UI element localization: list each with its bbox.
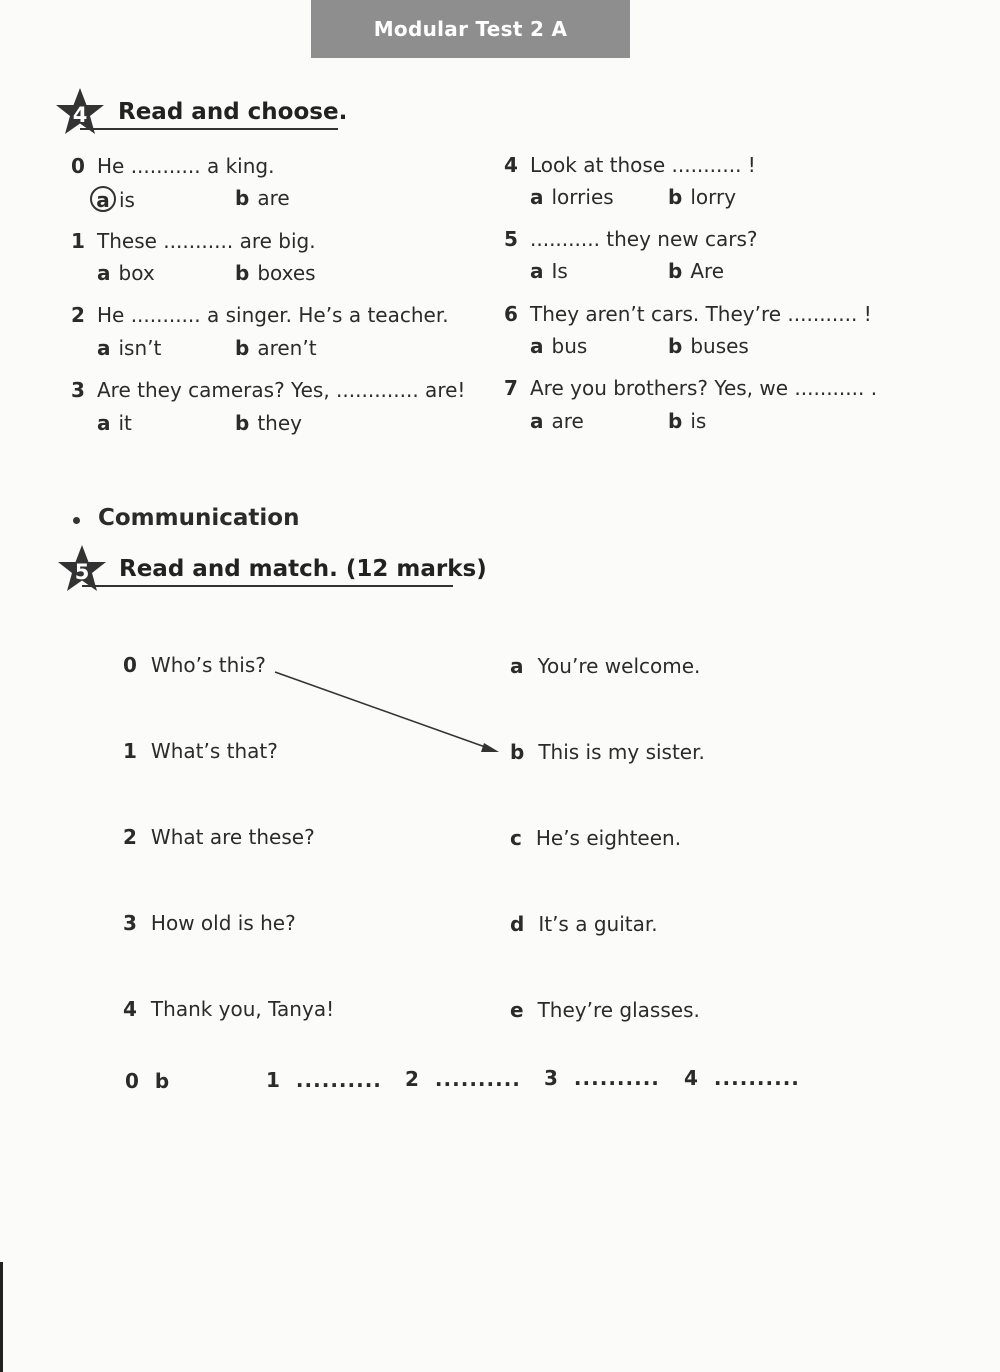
test-title: Modular Test 2 A xyxy=(373,17,568,41)
answer-4[interactable]: 4 .......... xyxy=(684,1066,800,1090)
match-answer-d[interactable]: d It’s a guitar. xyxy=(510,912,658,936)
section-4-underline xyxy=(80,128,338,130)
answer-1[interactable]: 1 .......... xyxy=(266,1068,382,1092)
question-0-option-a[interactable]: a is xyxy=(90,186,135,212)
answer-2[interactable]: 2 .......... xyxy=(405,1067,521,1091)
section-5-number: 5 xyxy=(74,559,90,584)
match-question-4: 4 Thank you, Tanya! xyxy=(123,997,335,1021)
question-4-option-a[interactable]: a lorries xyxy=(530,185,614,209)
section-4-star-badge xyxy=(53,86,107,140)
selected-answer-circle: a xyxy=(90,186,116,212)
question-3-option-a[interactable]: a it xyxy=(97,411,132,435)
question-6-option-a[interactable]: a bus xyxy=(530,334,588,358)
answer-3[interactable]: 3 .......... xyxy=(544,1066,660,1090)
question-4: 4 Look at those ........... ! xyxy=(504,153,756,177)
bullet-icon xyxy=(73,517,80,524)
match-question-0: 0 Who’s this? xyxy=(123,653,266,677)
match-question-2: 2 What are these? xyxy=(123,825,315,849)
question-1-option-a[interactable]: a box xyxy=(97,261,155,285)
question-6-option-b[interactable]: b buses xyxy=(668,334,749,358)
match-answer-a[interactable]: a You’re welcome. xyxy=(510,654,701,678)
question-5-option-b[interactable]: b Are xyxy=(668,259,725,283)
match-question-1: 1 What’s that? xyxy=(123,739,278,763)
question-2-option-a[interactable]: a isn’t xyxy=(97,336,162,360)
match-answer-c[interactable]: c He’s eighteen. xyxy=(510,826,682,850)
section-5-title: Read and match. (12 marks) xyxy=(119,556,487,582)
question-3: 3 Are they cameras? Yes, ............. are! xyxy=(71,378,466,402)
page-edge-mark xyxy=(0,1262,3,1372)
match-question-3: 3 How old is he? xyxy=(123,911,296,935)
section-5-star-badge xyxy=(55,543,109,597)
question-0: 0 He ........... a king. xyxy=(71,154,275,178)
question-6: 6 They aren’t cars. They’re ........... ! xyxy=(504,302,872,326)
example-match-arrow xyxy=(270,664,506,758)
question-5: 5 ........... they new cars? xyxy=(504,227,758,251)
communication-heading: Communication xyxy=(98,505,300,531)
question-4-option-b[interactable]: b lorry xyxy=(668,185,737,209)
question-1: 1 These ........... are big. xyxy=(71,229,316,253)
test-title-banner xyxy=(311,0,630,58)
question-2: 2 He ........... a singer. He’s a teacher. xyxy=(71,303,449,327)
question-3-option-b[interactable]: b they xyxy=(235,411,302,435)
section-5-underline xyxy=(82,585,453,587)
section-4-title: Read and choose. xyxy=(118,99,348,125)
question-1-option-b[interactable]: b boxes xyxy=(235,261,316,285)
match-answer-e[interactable]: e They’re glasses. xyxy=(510,998,700,1022)
question-2-option-b[interactable]: b aren’t xyxy=(235,336,317,360)
question-7: 7 Are you brothers? Yes, we ........... . xyxy=(504,376,878,400)
match-answer-b[interactable]: b This is my sister. xyxy=(510,740,705,764)
question-5-option-a[interactable]: a Is xyxy=(530,259,568,283)
section-4-number: 4 xyxy=(72,102,88,127)
question-7-option-a[interactable]: a are xyxy=(530,409,584,433)
answer-0: 0 b xyxy=(125,1069,170,1093)
question-7-option-b[interactable]: b is xyxy=(668,409,707,433)
question-0-option-b[interactable]: b are xyxy=(235,186,290,210)
